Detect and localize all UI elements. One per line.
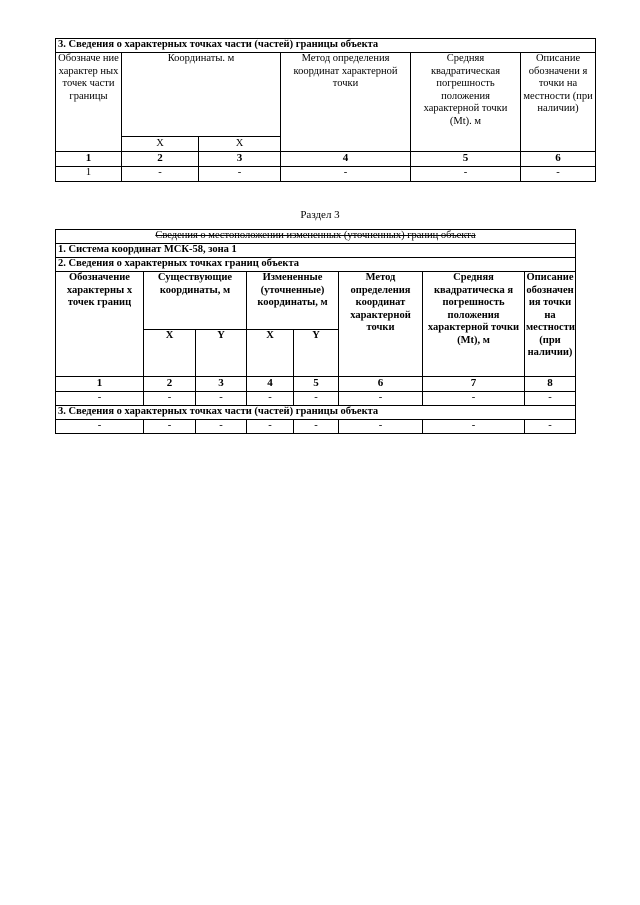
table2-part-cell: - <box>423 420 525 434</box>
table2-colnum: 3 <box>196 377 247 392</box>
table2-cell: - <box>144 392 196 406</box>
table2-colnum: 6 <box>339 377 423 392</box>
table2-cell: - <box>56 392 144 406</box>
table2-cell: - <box>294 392 339 406</box>
table2-colnum: 5 <box>294 377 339 392</box>
table1-title: 3. Сведения о характерных точках части (частей) границы объекта <box>56 39 596 53</box>
table1-header-x2: X <box>199 137 281 152</box>
table1-header-accuracy: Средняя квадратическая погрешность положения характерной точки (Mt). м <box>411 53 521 152</box>
table1-colnum: 1 <box>56 152 122 167</box>
table1-colnum: 2 <box>122 152 199 167</box>
table1-colnum: 4 <box>281 152 411 167</box>
table2-header-description: Описание обозначен ия точки на местности (при наличии) <box>525 272 576 377</box>
table2-colnum: 2 <box>144 377 196 392</box>
table2-part-cell: - <box>196 420 247 434</box>
table2-header-x1: X <box>144 330 196 377</box>
table2-title-text: Сведения о местоположении измененных (уточненных) границ объекта <box>155 230 476 241</box>
table1-cell: - <box>411 167 521 182</box>
table2-part-title: 3. Сведения о характерных точках части (частей) границы объекта <box>56 406 576 420</box>
changed-boundaries-table <box>55 229 576 434</box>
table1-cell: - <box>521 167 596 182</box>
table1-header-coordinates: Координаты. м <box>122 53 281 137</box>
table2-cell: - <box>423 392 525 406</box>
table2-header-accuracy: Средняя квадратическа я погрешность положения характерной точки (Mt), м <box>423 272 525 377</box>
table1-colnum: 3 <box>199 152 281 167</box>
table2-part-cell: - <box>247 420 294 434</box>
section-title: Раздел 3 <box>300 209 340 221</box>
table1-cell: - <box>122 167 199 182</box>
table2-colnum: 4 <box>247 377 294 392</box>
table2-cell: - <box>247 392 294 406</box>
table2-subtitle: 2. Сведения о характерных точках границ объекта <box>56 258 576 272</box>
table2-part-cell: - <box>525 420 576 434</box>
part-boundary-points-table <box>55 38 596 182</box>
table2-colnum: 1 <box>56 377 144 392</box>
table2-title <box>56 230 576 244</box>
table2-colnum: 7 <box>423 377 525 392</box>
table1-cell: - <box>281 167 411 182</box>
table2-part-cell: - <box>294 420 339 434</box>
table2-cell: - <box>525 392 576 406</box>
table2-header-y1: Y <box>196 330 247 377</box>
table1-header-x1: X <box>122 137 199 152</box>
table1-header-method: Метод определения координат характерной точки <box>281 53 411 152</box>
table1-header-point-designation: Обозначе ние характер ных точек части границы <box>56 53 122 152</box>
table2-header-existing-coords: Существующие координаты, м <box>144 272 247 330</box>
coordinate-system: 1. Система координат МСК-58, зона 1 <box>56 244 576 258</box>
table2-cell: - <box>339 392 423 406</box>
table2-header-x2: X <box>247 330 294 377</box>
table1-colnum: 5 <box>411 152 521 167</box>
table2-part-cell: - <box>56 420 144 434</box>
table1-colnum: 6 <box>521 152 596 167</box>
table2-part-cell: - <box>339 420 423 434</box>
table2-header-method: Метод определения координат характерной точки <box>339 272 423 377</box>
table1-cell: - <box>199 167 281 182</box>
table2-header-point-designation: Обозначение характерны х точек границ <box>56 272 144 377</box>
table2-part-cell: - <box>144 420 196 434</box>
table1-header-description: Описание обозначени я точки на местности (при наличии) <box>521 53 596 152</box>
table1-cell: 1 <box>56 167 122 182</box>
table2-cell: - <box>196 392 247 406</box>
table2-colnum: 8 <box>525 377 576 392</box>
table2-header-y2: Y <box>294 330 339 377</box>
table2-header-changed-coords: Измененные (уточненные) координаты, м <box>247 272 339 330</box>
